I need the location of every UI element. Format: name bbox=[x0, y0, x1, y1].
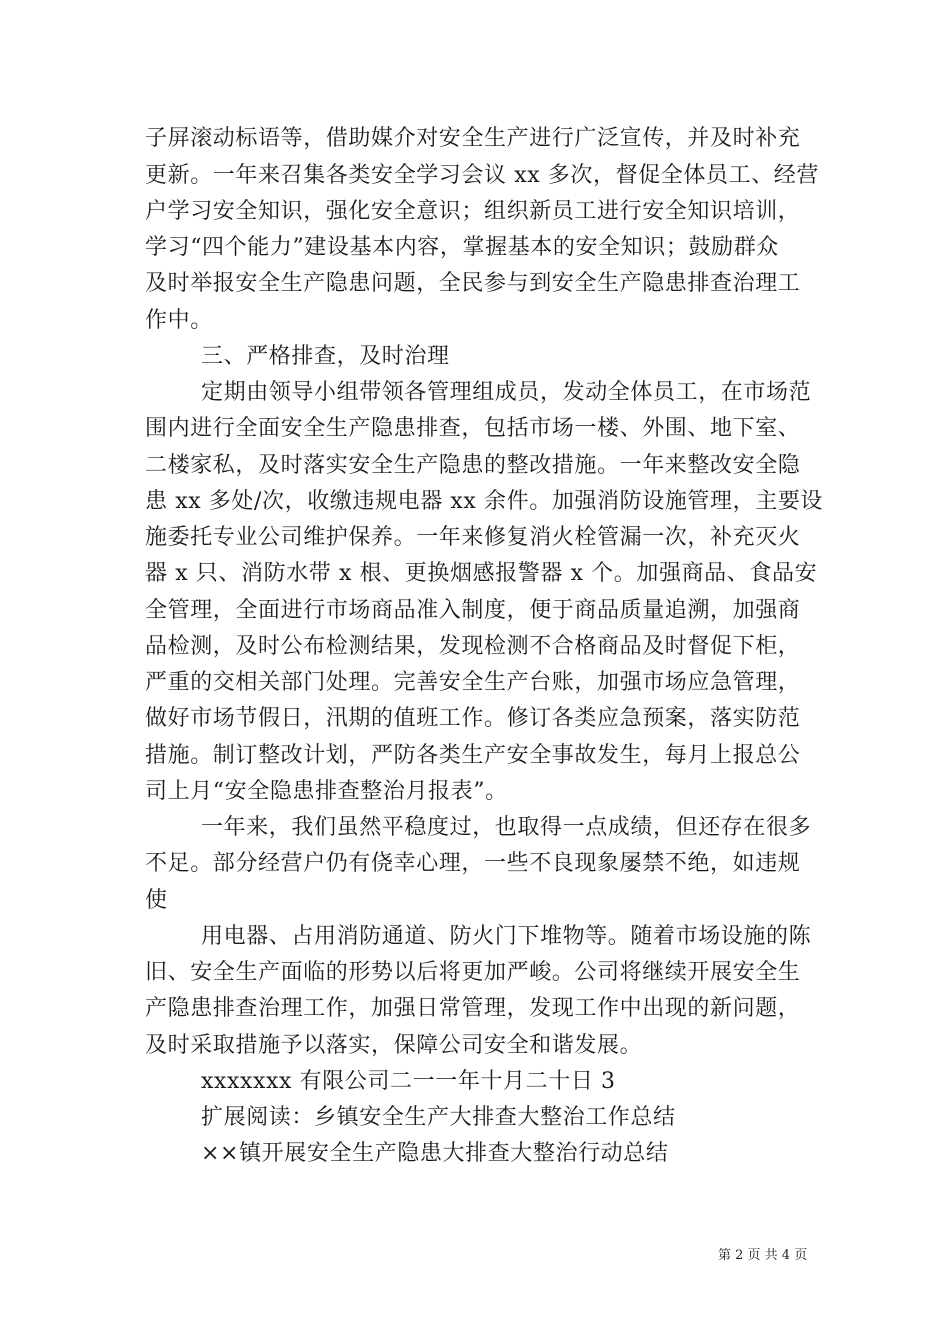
section-heading: 三、严格排查，及时治理 bbox=[201, 344, 450, 369]
body-text-line: 品检测，及时公布检测结果，发现检测不合格商品及时督促下柜， bbox=[145, 634, 801, 659]
page-number: 第 2 页 共 4 页 bbox=[718, 1248, 808, 1263]
body-text-line: 使 bbox=[145, 888, 168, 913]
body-text-line: 司上月“安全隐患排查整治月报表”。 bbox=[145, 779, 508, 804]
body-text-line: 用电器、占用消防通道、防火门下堆物等。随着市场设施的陈 bbox=[201, 924, 812, 949]
body-text-line: 更新。一年来召集各类安全学习会议 xx 多次，督促全体员工、经营 bbox=[145, 163, 820, 188]
body-text-line: 围内进行全面安全生产隐患排查，包括市场一楼、外围、地下室、 bbox=[145, 416, 801, 441]
extended-reading-title: ××镇开展安全生产隐患大排查大整治行动总结 bbox=[201, 1141, 669, 1166]
body-text-line: 子屏滚动标语等，借助媒介对安全生产进行广泛宣传，并及时补充 bbox=[145, 126, 801, 151]
body-text-line: 患 xx 多处/次，收缴违规电器 xx 余件。加强消防设施管理，主要设 bbox=[145, 489, 824, 514]
body-text-line: 器 x 只、消防水带 x 根、更换烟感报警器 x 个。加强商品、食品安 bbox=[145, 561, 818, 586]
body-text-line: 产隐患排查治理工作，加强日常管理，发现工作中出现的新问题， bbox=[145, 996, 801, 1021]
body-text-line: 户学习安全知识，强化安全意识；组织新员工进行安全知识培训， bbox=[145, 199, 801, 224]
body-text-line: 旧、安全生产面临的形势以后将更加严峻。公司将继续开展安全生 bbox=[145, 960, 801, 985]
body-text-line: 二楼家私，及时落实安全生产隐患的整改措施。一年来整改安全隐 bbox=[145, 453, 801, 478]
body-text-line: 定期由领导小组带领各管理组成员，发动全体员工，在市场范 bbox=[201, 380, 812, 405]
signature-date-line: xxxxxxx 有限公司二一一年十月二十日 3 bbox=[201, 1069, 616, 1094]
body-text-line: 不足。部分经营户仍有侥幸心理，一些不良现象屡禁不绝，如违规 bbox=[145, 851, 801, 876]
body-text-line: 施委托专业公司维护保养。一年来修复消火栓管漏一次，补充灭火 bbox=[145, 525, 801, 550]
extended-reading-line: 扩展阅读：乡镇安全生产大排查大整治工作总结 bbox=[201, 1105, 676, 1130]
body-text-line: 做好市场节假日，汛期的值班工作。修订各类应急预案，落实防范 bbox=[145, 706, 801, 731]
body-text-line: 一年来，我们虽然平稳度过，也取得一点成绩，但还存在很多 bbox=[201, 815, 812, 840]
body-text-line: 及时举报安全生产隐患问题，全民参与到安全生产隐患排查治理工 bbox=[145, 271, 801, 296]
body-text-line: 学习“四个能力”建设基本内容，掌握基本的安全知识；鼓励群众 bbox=[145, 235, 779, 260]
body-text-line: 及时采取措施予以落实，保障公司安全和谐发展。 bbox=[145, 1033, 643, 1058]
body-text-line: 全管理，全面进行市场商品准入制度，便于商品质量追溯，加强商 bbox=[145, 598, 801, 623]
body-text-line: 作中。 bbox=[145, 308, 213, 333]
body-text-line: 措施。制订整改计划，严防各类生产安全事故发生，每月上报总公 bbox=[145, 743, 801, 768]
body-text-line: 严重的交相关部门处理。完善安全生产台账，加强市场应急管理， bbox=[145, 670, 801, 695]
